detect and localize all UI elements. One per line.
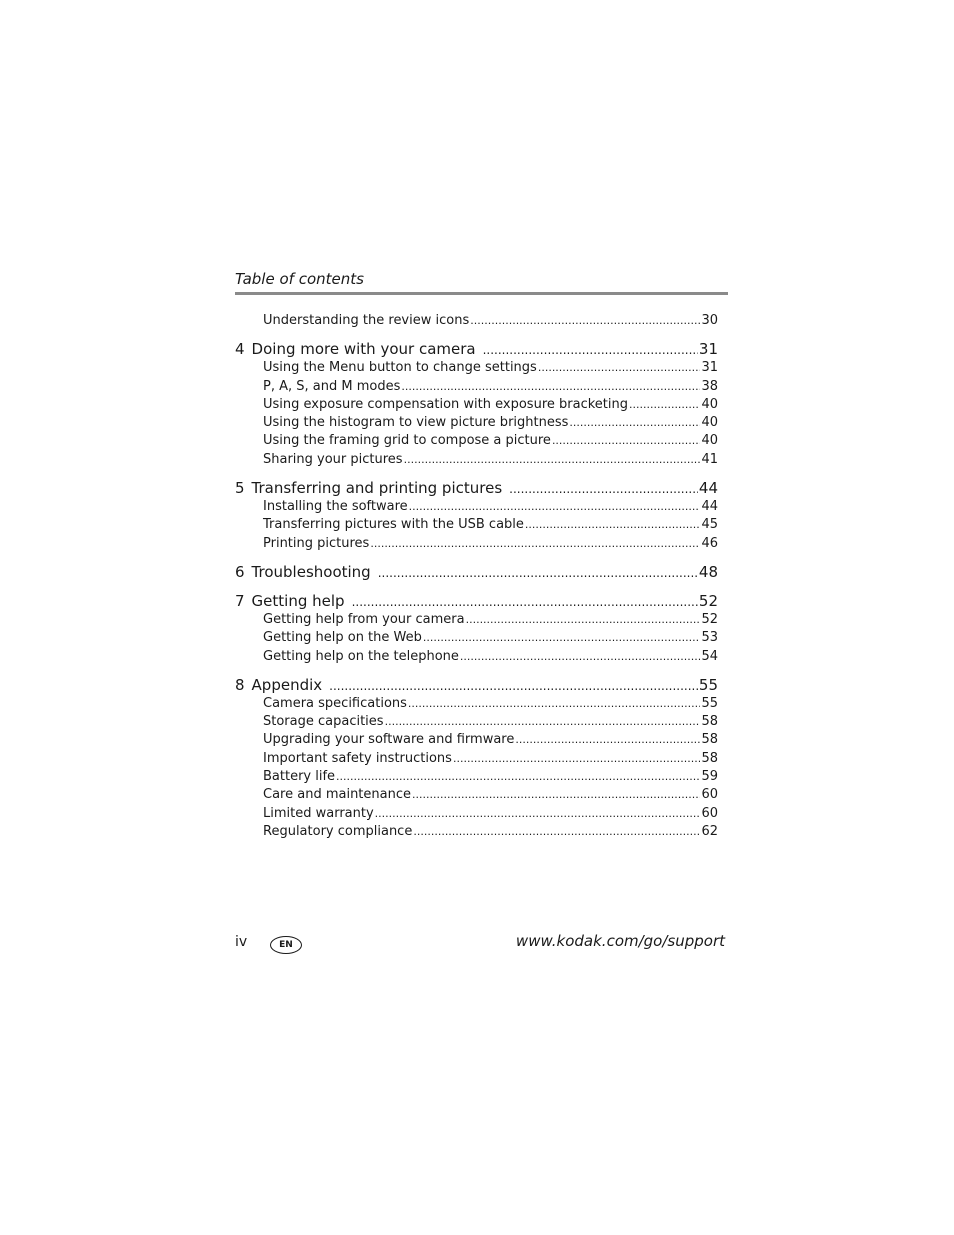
toc-section-title: Storage capacities [263,714,384,730]
toc-chapter-entry[interactable] [235,563,718,582]
toc-page-number: 38 [701,378,718,394]
toc-section-entry[interactable] [235,396,718,414]
toc-section-title: Getting help on the Web [263,630,422,646]
toc-page-number: 58 [701,732,718,748]
toc-section-title: Upgrading your software and firmware [263,732,515,748]
dot-leader [375,805,701,823]
toc-page-number: 40 [701,433,718,449]
toc-page-number: 48 [698,562,718,581]
toc-section-entry[interactable] [235,312,718,330]
toc-section-entry[interactable] [235,695,718,713]
dot-leader [409,498,701,516]
toc-chapter-number: 5 [235,479,245,498]
toc-section-entry[interactable] [235,629,718,647]
dot-leader [378,563,698,583]
toc-section-title: Understanding the review icons [263,313,470,328]
dot-leader [423,629,701,647]
toc-chapter-number: 8 [235,675,245,694]
toc-chapter-entry[interactable] [235,592,718,611]
toc-section-title: Printing pictures [263,535,370,551]
toc-page-number: 55 [698,675,718,694]
toc-page-number: 54 [701,648,718,664]
toc-section-entry[interactable] [235,731,718,749]
toc-page-number: 44 [698,479,718,498]
toc-section-title: Limited warranty [263,805,374,821]
dot-leader [453,750,701,768]
toc-section-entry[interactable] [235,648,718,666]
dot-leader [401,378,700,396]
toc-page-number: 62 [701,823,718,839]
page-title: Table of contents [235,270,364,288]
dot-leader [370,535,700,553]
toc-section-title: Getting help from your camera [263,611,465,627]
toc-chapter-number: 7 [235,591,245,610]
toc-page-number: 40 [701,415,718,431]
toc-section-entry[interactable] [235,768,718,786]
toc-page-number: 59 [701,769,718,785]
toc-page-number: 30 [701,313,718,328]
toc-section-title: Using the Menu button to change settings [263,360,537,376]
dot-leader [470,312,700,330]
dot-leader [408,695,701,713]
toc-section-entry[interactable] [235,713,718,731]
toc-section-title: Care and maintenance [263,787,411,803]
toc-section-title: Battery life [263,769,336,785]
toc-page-number: 60 [701,787,718,803]
toc-section-entry[interactable] [235,359,718,377]
toc-section-title: Important safety instructions [263,750,452,766]
toc-chapter-number: 6 [235,562,245,581]
toc-section-entry[interactable] [235,451,718,469]
toc-chapter-number: 4 [235,340,245,359]
header-divider [235,292,728,295]
dot-leader [460,648,701,666]
toc-section-title: Camera specifications [263,695,407,711]
toc-page-number: 52 [698,591,718,610]
toc-section-entry[interactable] [235,823,718,841]
support-url-link[interactable]: www.kodak.com/go/support [515,932,725,950]
dot-leader [515,731,700,749]
toc-chapter-entry[interactable] [235,479,718,498]
toc-section-title: P, A, S, and M modes [263,378,401,394]
toc-section-title: Sharing your pictures [263,451,403,467]
toc-page-number: 60 [701,805,718,821]
dot-leader [352,592,698,612]
toc-page-number: 31 [698,340,718,359]
toc-section-entry[interactable] [235,414,718,432]
toc-page-number: 31 [701,360,718,376]
toc-section-entry[interactable] [235,516,718,534]
toc-page-number: 40 [701,396,718,412]
toc-page-number: 58 [701,750,718,766]
toc-chapter-entry[interactable] [235,676,718,695]
toc-section-title: Using exposure compensation with exposure bracketing [263,396,628,412]
toc-section-title: Installing the software [263,499,408,515]
toc-section-entry[interactable] [235,378,718,396]
dot-leader [385,713,701,731]
dot-leader [483,340,698,360]
toc-section-entry[interactable] [235,432,718,450]
toc-section-title: Using the histogram to view picture brightness [263,415,569,431]
language-badge: EN [270,936,302,954]
toc-chapter-title: Doing more with your camera [251,340,476,359]
toc-page-number: 52 [701,611,718,627]
toc-page-number: 41 [701,451,718,467]
toc-section-title: Using the framing grid to compose a picture [263,433,551,449]
toc-section-entry[interactable] [235,498,718,516]
toc-section-title: Transferring pictures with the USB cable [263,517,524,533]
dot-leader [629,396,700,414]
dot-leader [413,823,700,841]
toc-chapter-title: Getting help [251,591,345,610]
toc-chapter-title: Appendix [251,675,323,694]
toc-page-number: 46 [701,535,718,551]
toc-page-number: 55 [701,695,718,711]
toc-chapter-title: Troubleshooting [251,562,371,581]
dot-leader [569,414,700,432]
toc-chapter-title: Transferring and printing pictures [251,479,503,498]
dot-leader [538,359,701,377]
toc-page-number: 58 [701,714,718,730]
dot-leader [525,516,701,534]
toc-section-entry[interactable] [235,611,718,629]
dot-leader [329,676,698,696]
footer-page-number: iv [235,934,248,950]
table-of-contents [235,312,718,841]
toc-page-number: 45 [701,517,718,533]
toc-section-entry[interactable] [235,750,718,768]
toc-section-entry[interactable] [235,805,718,823]
dot-leader [509,479,698,499]
toc-section-title: Regulatory compliance [263,823,413,839]
dot-leader [336,768,700,786]
dot-leader [552,432,701,450]
toc-section-entry[interactable] [235,535,718,553]
dot-leader [404,451,701,469]
toc-page-number: 44 [701,499,718,515]
dot-leader [466,611,701,629]
toc-section-entry[interactable] [235,786,718,804]
toc-chapter-entry[interactable] [235,340,718,359]
toc-section-title: Getting help on the telephone [263,648,459,664]
dot-leader [412,786,700,804]
toc-page-number: 53 [701,630,718,646]
